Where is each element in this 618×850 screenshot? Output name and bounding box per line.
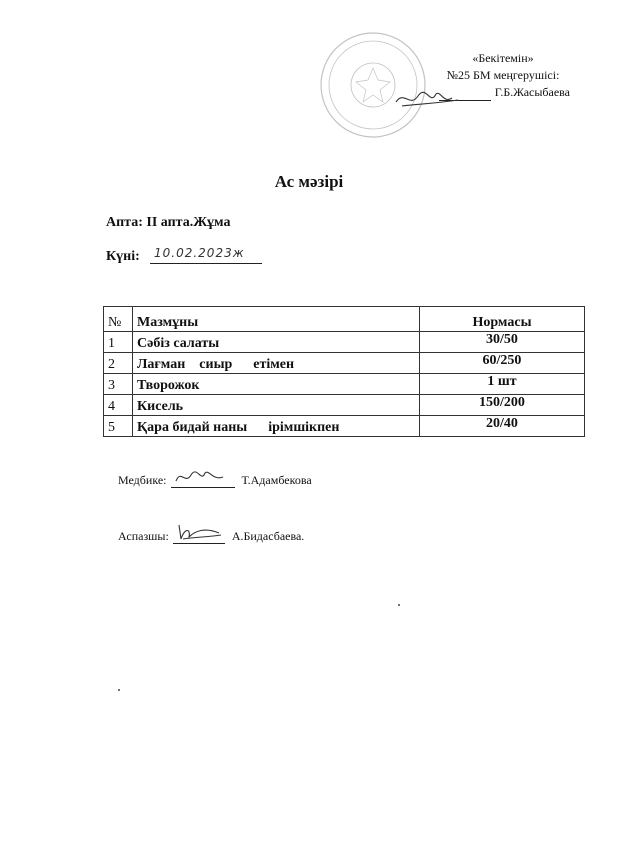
row-no: 5: [104, 416, 133, 437]
row-norm: 30/50: [420, 332, 585, 353]
date-label: Күні:: [106, 249, 140, 264]
table-row: [104, 374, 585, 395]
table-row: [104, 395, 585, 416]
scan-speck: [398, 604, 400, 606]
row-no: 3: [104, 374, 133, 395]
row-name: Сәбіз салаты: [133, 332, 420, 353]
header-name: Мазмұны: [133, 307, 420, 332]
week-line: Апта: II апта.Жұма: [106, 215, 231, 230]
page-title: Ас мәзірі: [274, 172, 344, 191]
header-no: №: [104, 307, 133, 332]
director-signature: [392, 86, 462, 112]
table-row: [104, 416, 585, 437]
approval-position: №25 БМ меңгерушісі:: [446, 68, 560, 82]
nurse-label: Медбике:: [118, 473, 167, 487]
nurse-signature-line: [118, 473, 312, 488]
row-name: Творожок: [133, 374, 420, 395]
cook-signature-mark: [173, 529, 225, 544]
row-no: 2: [104, 353, 133, 374]
row-name: Лағман сиыр етімен: [133, 353, 420, 374]
row-no: 4: [104, 395, 133, 416]
table-row: [104, 332, 585, 353]
row-norm: 20/40: [420, 416, 585, 437]
row-name: Қара бидай наны ірімшікпен: [133, 416, 420, 437]
approval-title: «Бекітемін»: [472, 51, 534, 65]
cook-signature-line: [118, 529, 304, 544]
menu-table: [103, 306, 585, 437]
cook-label: Аспазшы:: [118, 529, 169, 543]
header-norm: Нормасы: [420, 307, 585, 332]
approval-signer-name: Г.Б.Жасыбаева: [494, 85, 570, 99]
nurse-signature-mark: [171, 473, 235, 488]
table-row: [104, 353, 585, 374]
row-norm: 150/200: [420, 395, 585, 416]
cook-name: А.Бидасбаева.: [231, 529, 305, 543]
row-norm: 1 шт: [420, 374, 585, 395]
date-value: 10.02.2023ж: [150, 246, 262, 264]
row-norm: 60/250: [420, 353, 585, 374]
nurse-name: Т.Адамбекова: [241, 473, 312, 487]
table-header-row: [104, 307, 585, 332]
row-name: Кисель: [133, 395, 420, 416]
scan-speck: [118, 689, 120, 691]
row-no: 1: [104, 332, 133, 353]
